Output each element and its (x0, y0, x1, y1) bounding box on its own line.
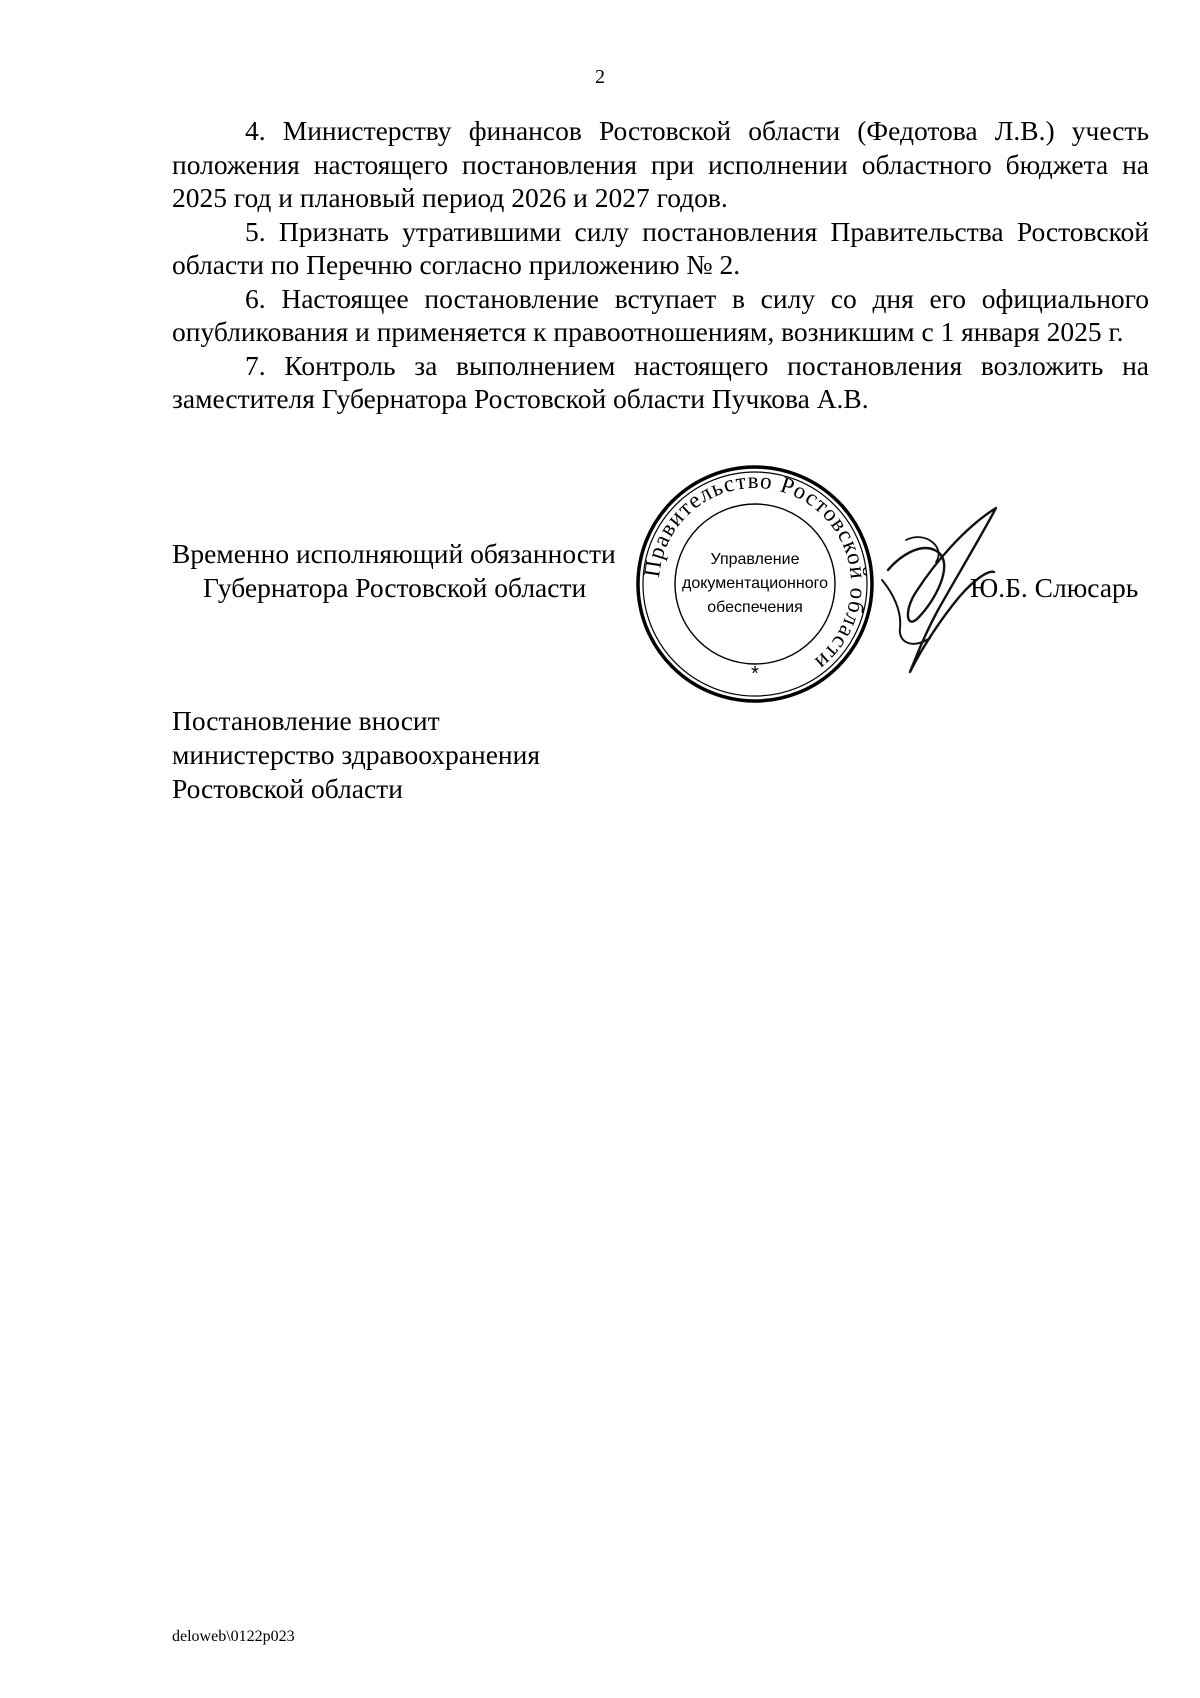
document-file-code: deloweb\0122p023 (172, 1628, 295, 1645)
seal-inner-line-1: Управление (710, 551, 800, 568)
seal-inner-line-2: документационного (682, 575, 828, 592)
paragraph-6: 6. Настоящее постановление вступает в силу со дня его официального опубликования и применяется к правоотношениям, возникшим с 1 января 2025 г. (172, 282, 1149, 347)
seal-outer-text: Правительство Ростовской области (639, 467, 872, 676)
submitted-by-line-3: Ростовской области (172, 773, 403, 804)
submitted-by-line-1: Постановление вносит (172, 705, 440, 736)
position-line-1: Временно исполняющий обязанности (172, 538, 616, 569)
position-line-2: Губернатора Ростовской области (203, 572, 587, 603)
official-seal-stamp (635, 464, 875, 704)
submitted-by-line-2: министерство здравоохранения (172, 739, 541, 770)
submitted-by-block (172, 704, 540, 806)
document-body (172, 114, 1149, 416)
signer-name: Ю.Б. Слюсарь (970, 572, 1139, 603)
paragraph-4: 4. Министерству финансов Ростовской области (Федотова Л.В.) учесть положения настоящего постановления при исполнении областного бюджета на 2025 год и плановый период 2026 и 2027 годов. (172, 115, 1149, 213)
paragraph-5: 5. Признать утратившими силу постановления Правительства Ростовской области по Перечню согласно приложению № 2. (172, 215, 1149, 280)
signatory-position (172, 537, 632, 605)
paragraph-7: 7. Контроль за выполнением настоящего постановления возложить на заместителя Губернатора Ростовской области Пучкова А.В. (172, 349, 1149, 414)
seal-star: * (751, 663, 759, 685)
page-number: 2 (595, 66, 605, 88)
seal-inner-line-3: обеспечения (707, 599, 803, 616)
